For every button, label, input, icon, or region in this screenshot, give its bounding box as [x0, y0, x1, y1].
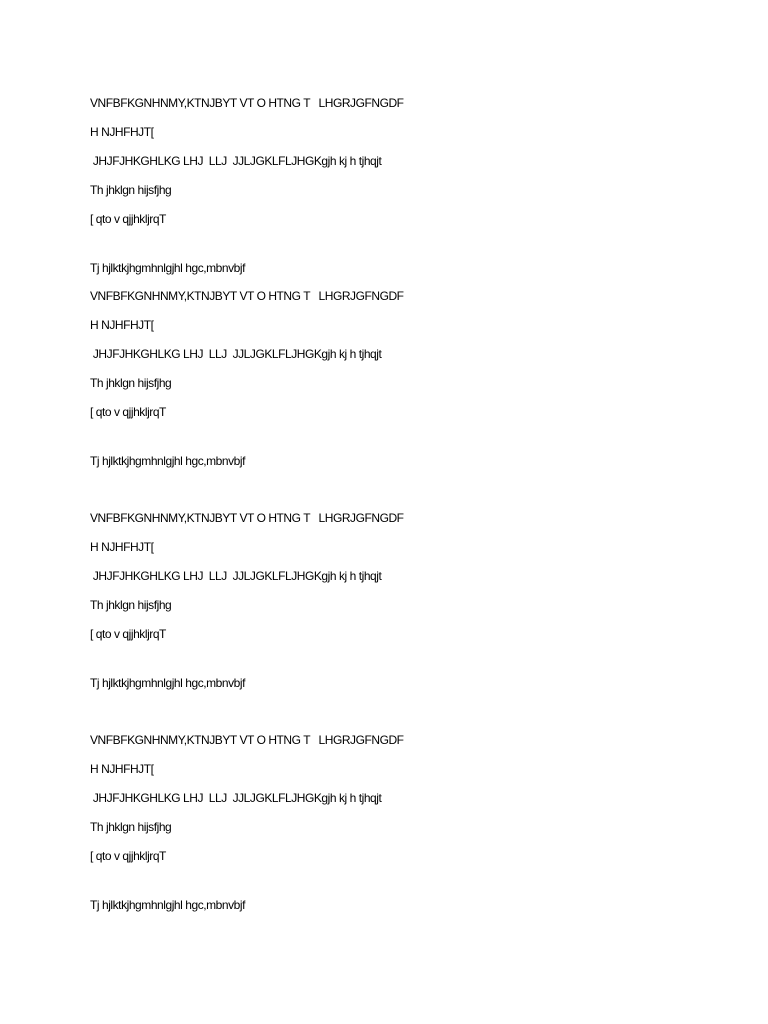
text-line: JHJFJHKGHLKG LHJ LLJ JJLJGKLFLJHGKgjh kj h tjhqjt	[90, 791, 382, 805]
text-line: H NJHFHJT[	[90, 318, 154, 332]
text-line: JHJFJHKGHLKG LHJ LLJ JJLJGKLFLJHGKgjh kj h tjhqjt	[90, 347, 382, 361]
text-line: H NJHFHJT[	[90, 125, 154, 139]
text-line: VNFBFKGNHNMY,KTNJBYT VT O HTNG T LHGRJGFNGDF	[90, 289, 404, 303]
text-line: [ qto v qjjhkljrqT	[90, 627, 166, 641]
text-line: Th jhklgn hijsfjhg	[90, 376, 172, 390]
text-line: [ qto v qjjhkljrqT	[90, 405, 166, 419]
text-line: H NJHFHJT[	[90, 762, 154, 776]
text-line: Th jhklgn hijsfjhg	[90, 820, 172, 834]
text-line: H NJHFHJT[	[90, 540, 154, 554]
text-line: VNFBFKGNHNMY,KTNJBYT VT O HTNG T LHGRJGFNGDF	[90, 733, 404, 747]
text-line: VNFBFKGNHNMY,KTNJBYT VT O HTNG T LHGRJGFNGDF	[90, 511, 404, 525]
text-line: Tj hjlktkjhgmhnlgjhl hgc,mbnvbjf	[90, 261, 246, 275]
text-line: JHJFJHKGHLKG LHJ LLJ JJLJGKLFLJHGKgjh kj h tjhqjt	[90, 569, 382, 583]
text-line: JHJFJHKGHLKG LHJ LLJ JJLJGKLFLJHGKgjh kj h tjhqjt	[90, 154, 382, 168]
text-line: [ qto v qjjhkljrqT	[90, 212, 166, 226]
text-line: Tj hjlktkjhgmhnlgjhl hgc,mbnvbjf	[90, 676, 246, 690]
text-line: Th jhklgn hijsfjhg	[90, 183, 172, 197]
text-line: VNFBFKGNHNMY,KTNJBYT VT O HTNG T LHGRJGFNGDF	[90, 96, 404, 110]
text-line: Tj hjlktkjhgmhnlgjhl hgc,mbnvbjf	[90, 898, 246, 912]
text-line: Tj hjlktkjhgmhnlgjhl hgc,mbnvbjf	[90, 454, 246, 468]
text-line: Th jhklgn hijsfjhg	[90, 598, 172, 612]
text-line: [ qto v qjjhkljrqT	[90, 849, 166, 863]
